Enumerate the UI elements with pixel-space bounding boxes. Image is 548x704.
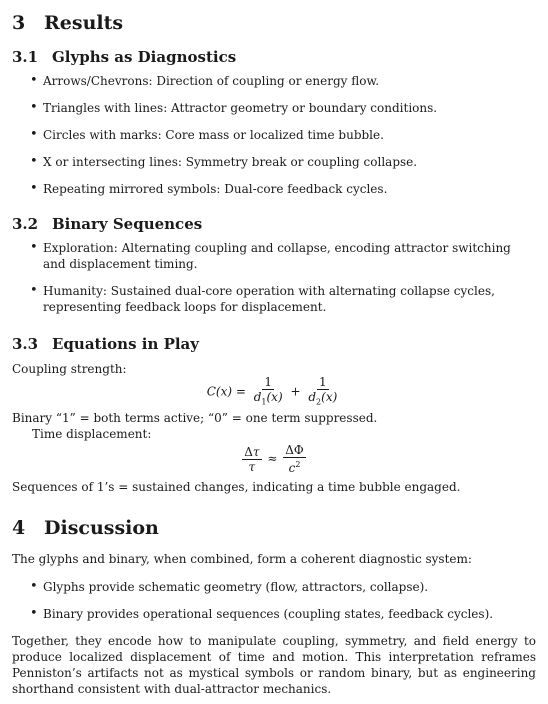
glyph-list [12,73,536,197]
closing-sentence: Sequences of 1’s = sustained changes, indicating a time bubble engaged. [12,480,461,495]
subsection-title: Binary Sequences [52,215,203,233]
list-item: • X or intersecting lines: Symmetry break or coupling collapse. [12,154,536,170]
discussion-intro: The glyphs and binary, when combined, form a coherent diagnostic system: [12,552,472,567]
section-discussion-heading [12,517,536,539]
list-item: • Circles with marks: Core mass or localized time bubble. [12,127,536,143]
list-item: • Exploration: Alternating coupling and collapse, encoding attractor switching and displacement timing. [12,240,536,272]
coupling-label: Coupling strength: [12,362,127,376]
list-item: • Binary provides operational sequences (coupling states, feedback cycles). [12,606,536,622]
list-item: • Triangles with lines: Attractor geometry or boundary conditions. [12,100,536,116]
time-label: Time displacement: [32,427,152,442]
list-item: • Repeating mirrored symbols: Dual-core feedback cycles. [12,181,536,197]
list-item: • Arrows/Chevrons: Direction of coupling or energy flow. [12,73,536,89]
subsection-number: 3.2 [12,215,39,233]
section-title: Discussion [44,517,159,540]
list-item: • Humanity: Sustained dual-core operation with alternating collapse cycles, representing feedback loops for displacement. [12,283,536,315]
subsection-equations-heading [12,335,536,353]
section-results-heading [12,12,536,34]
section-title: Results [44,12,124,34]
subsection-binary-heading [12,215,536,233]
subsection-title: Glyphs as Diagnostics [52,48,237,66]
section-number: 3 [12,12,26,34]
subsection-number: 3.1 [12,48,39,66]
binary-list [12,240,536,315]
coupling-equation: C(x) = $\frac{1}{d_1(x)}$ + $\frac{1}{d_2(x)}$ [206,375,338,407]
subsection-glyphs-heading [12,48,536,66]
binary-note: Binary “1” = both terms active; “0” = one term suppressed. [12,411,378,426]
discussion-list [12,579,536,622]
subsection-number: 3.3 [12,335,39,353]
section-number: 4 [12,517,26,540]
discussion-closing: Together, they encode how to manipulate coupling, symmetry, and field energy to produce localized displacement of time and motion. This interpretation reframes Penniston’s artifacts not as mystical symbols or random binary, but as engineering shorthand consistent with dual-attractor mechanics. [12,634,536,697]
time-equation: $\frac{\Delta\tau}{\tau}$ ≈ $\frac{\Delta\Phi}{c^2}$ [244,443,304,476]
subsection-title: Equations in Play [52,335,199,353]
list-item: • Glyphs provide schematic geometry (flow, attractors, collapse). [12,579,536,595]
